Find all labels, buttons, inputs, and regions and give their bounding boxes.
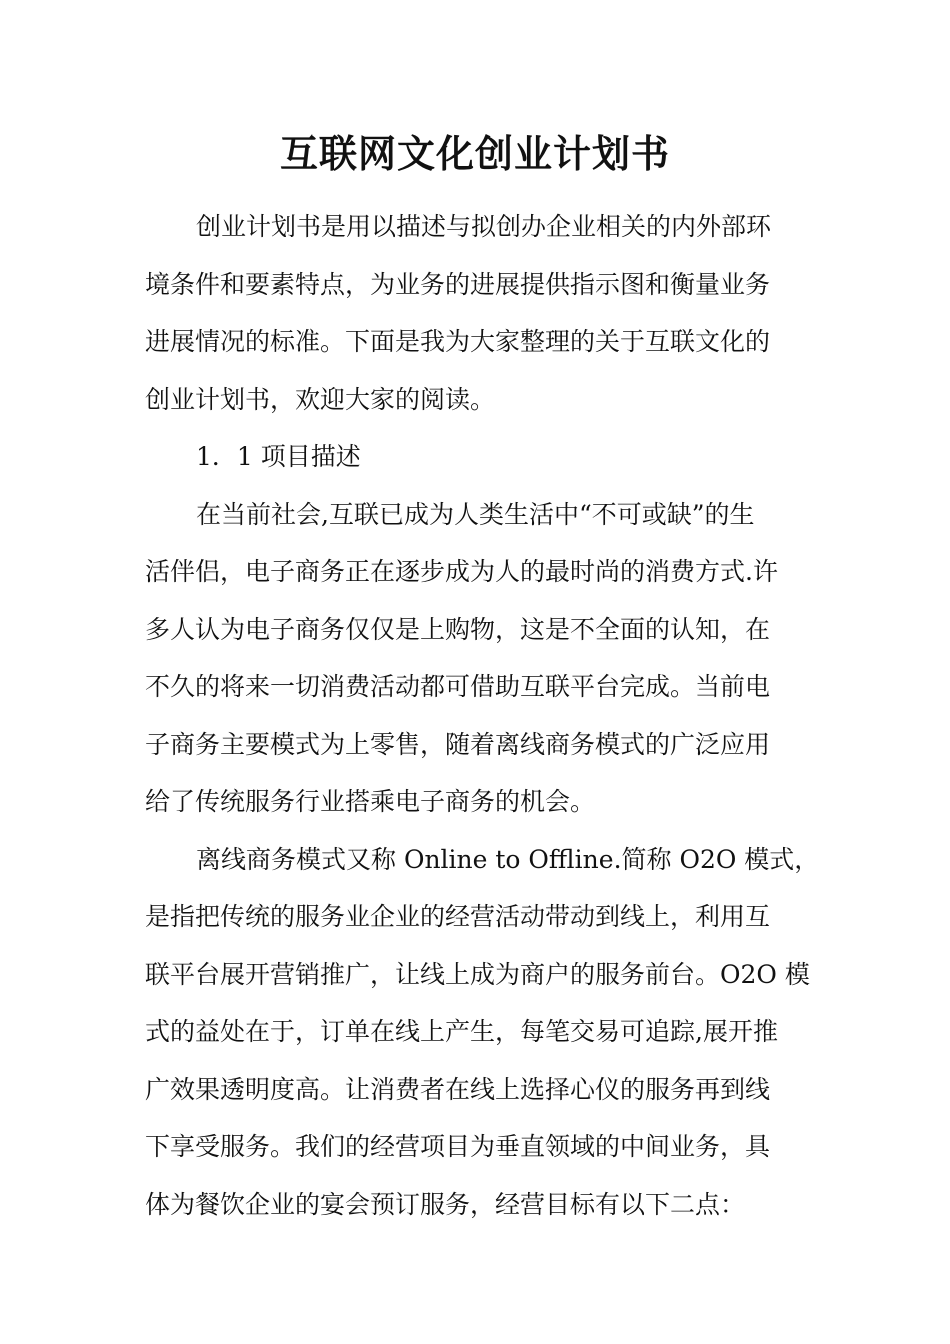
text-line: 在当前社会,互联已成为人类生活中“不可或缺”的生 bbox=[196, 499, 755, 529]
text-line: 创业计划书是用以描述与拟创办企业相关的内外部环 bbox=[196, 212, 772, 241]
text-line: 境条件和要素特点，为业务的进展提供指示图和衡量业务 bbox=[145, 269, 771, 299]
text-line: 进展情况的标准。下面是我为大家整理的关于互联文化的 bbox=[145, 327, 771, 356]
text-line: 子商务主要模式为上零售，随着离线商务模式的广泛应用 bbox=[145, 729, 771, 759]
document-title: 互联网文化创业计划书 bbox=[279, 131, 670, 176]
text-line: 离线商务模式又称 Online to Offline.简称 O2O 模式， bbox=[196, 844, 820, 874]
intro-paragraph bbox=[145, 198, 825, 428]
body-paragraph bbox=[145, 486, 825, 831]
text-line: 多人认为电子商务仅仅是上购物，这是不全面的认知，在 bbox=[145, 614, 771, 644]
document-body bbox=[145, 198, 825, 1233]
text-line: 广效果透明度高。让消费者在线上选择心仪的服务再到线 bbox=[145, 1074, 771, 1104]
text-line: 是指把传统的服务业企业的经营活动带动到线上，利用互 bbox=[145, 902, 771, 931]
text-line: 给了传统服务行业搭乘电子商务的机会。 bbox=[145, 787, 596, 816]
text-line: 创业计划书，欢迎大家的阅读。 bbox=[145, 384, 496, 414]
section-heading-text: 1．1 项目描述 bbox=[196, 442, 361, 471]
text-line: 联平台展开营销推广，让线上成为商户的服务前台。O2O 模 bbox=[145, 959, 810, 989]
body-paragraph bbox=[145, 831, 825, 1234]
text-line: 式的益处在于，订单在线上产生，每笔交易可追踪,展开推 bbox=[145, 1017, 778, 1046]
text-line: 活伴侣，电子商务正在逐步成为人的最时尚的消费方式.许 bbox=[145, 557, 778, 586]
text-line: 体为餐饮企业的宴会预订服务，经营目标有以下二点： bbox=[145, 1189, 746, 1219]
section-heading bbox=[145, 428, 825, 486]
text-line: 不久的将来一切消费活动都可借助互联平台完成。当前电 bbox=[145, 672, 771, 701]
text-line: 下享受服务。我们的经营项目为垂直领域的中间业务，具 bbox=[145, 1132, 771, 1161]
